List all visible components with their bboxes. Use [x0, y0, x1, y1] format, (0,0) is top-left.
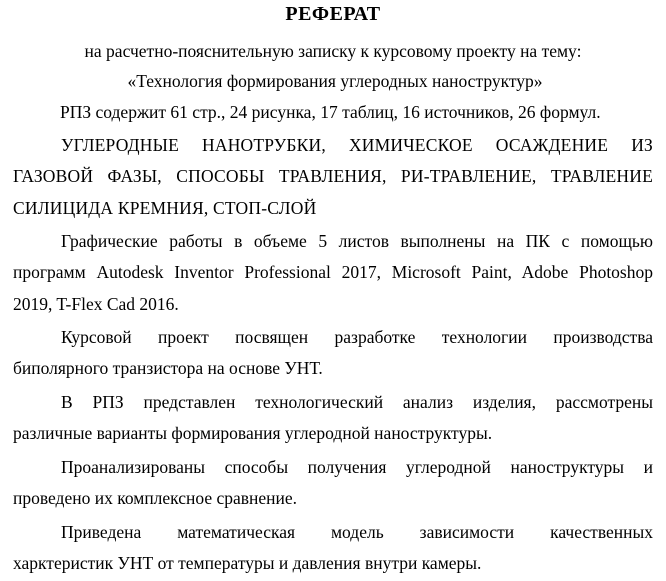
paragraph-1-line-2: программ Autodesk Inventor Professional 2017, Microsoft Paint, Adobe Photoshop — [13, 262, 653, 282]
paragraph-3-line-1: В РПЗ представлен технологический анализ изделия, рассмотрены — [61, 392, 653, 412]
document-subtitle: на расчетно-пояснительную записку к курсовому проекту на тему: — [84, 41, 582, 61]
document-topic: «Технология формирования углеродных наноструктур» — [127, 71, 543, 91]
paragraph-4-line-1: Проанализированы способы получения углеродной наноструктуры и — [61, 457, 653, 477]
paragraph-2-line-2: биполярного транзистора на основе УНТ. — [13, 358, 323, 378]
paragraph-1-line-1: Графические работы в объеме 5 листов выполнены на ПК с помощью — [61, 231, 653, 251]
paragraph-4-line-2: проведено их комплексное сравнение. — [13, 488, 298, 508]
keywords-line-2: ГАЗОВОЙ ФАЗЫ, СПОСОБЫ ТРАВЛЕНИЯ, РИ-ТРАВЛЕНИЕ, ТРАВЛЕНИЕ — [13, 166, 653, 186]
paragraph-1-line-3: 2019, T-Flex Cad 2016. — [13, 294, 179, 314]
summary-line: РПЗ содержит 61 стр., 24 рисунка, 17 таблиц, 16 источников, 26 формул. — [60, 102, 601, 122]
paragraph-2-line-1: Курсовой проект посвящен разработке технологии производства — [61, 327, 653, 347]
paragraph-5-line-1: Приведена математическая модель зависимости качественных — [61, 522, 653, 542]
keywords-line-3: СИЛИЦИДА КРЕМНИЯ, СТОП-СЛОЙ — [13, 198, 317, 218]
paragraph-3-line-2: различные варианты формирования углеродной наноструктуры. — [13, 423, 493, 443]
keywords-line-1: УГЛЕРОДНЫЕ НАНОТРУБКИ, ХИМИЧЕСКОЕ ОСАЖДЕНИЕ ИЗ — [61, 135, 653, 155]
document-title: РЕФЕРАТ — [285, 3, 381, 25]
paragraph-5-line-2: харктеристик УНТ от температуры и давления внутри камеры. — [13, 553, 482, 573]
